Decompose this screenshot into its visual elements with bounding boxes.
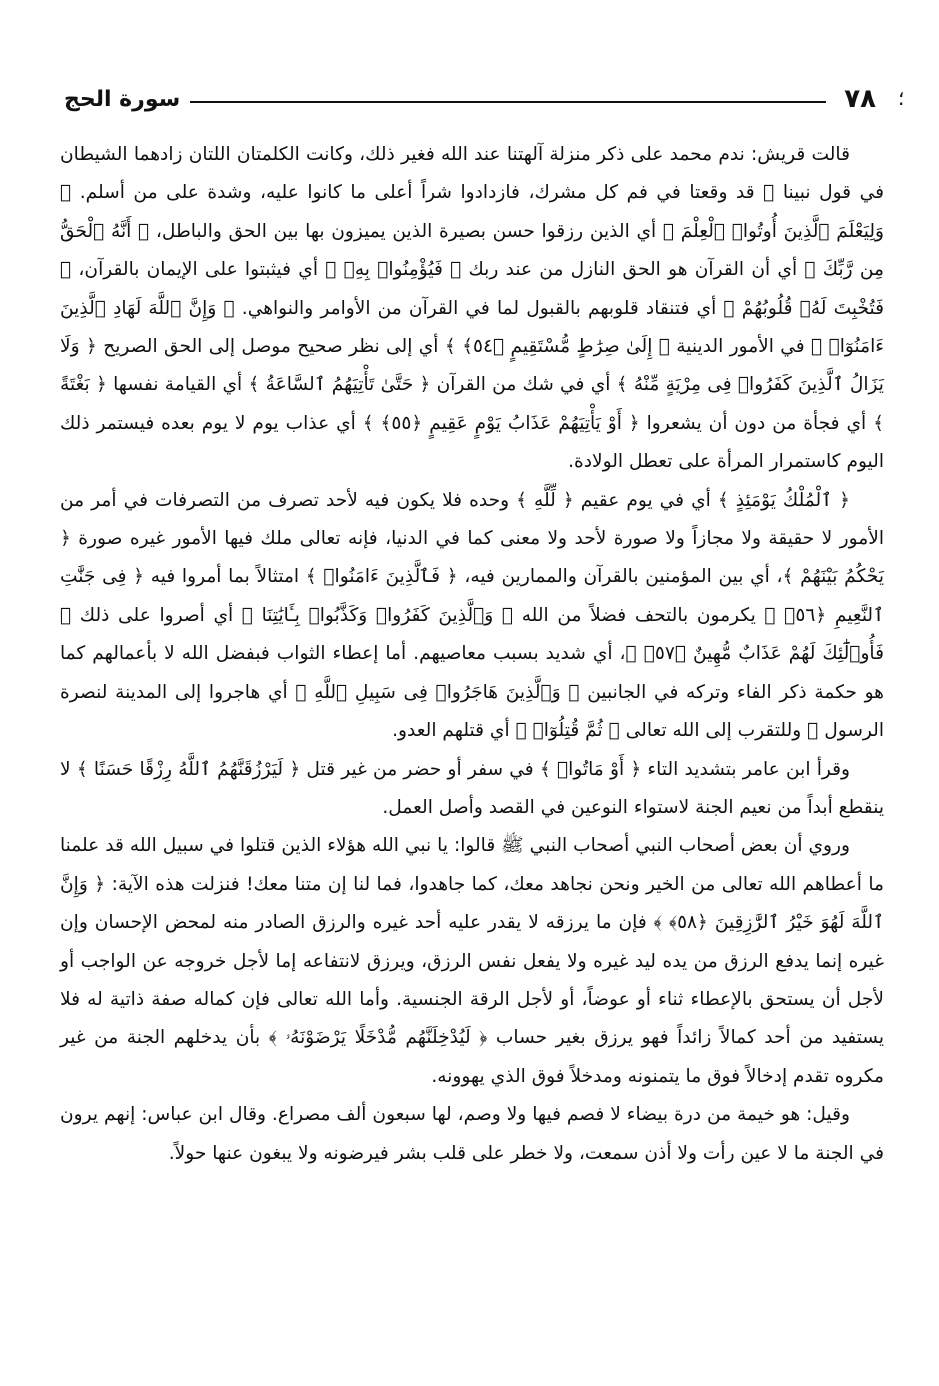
surah-title: سورة الحج — [64, 86, 181, 112]
page-header — [64, 84, 876, 114]
paragraph: وقرأ ابن عامر بتشديد التاء ﴿ أَوْ مَاتُوا۟ ﴾ في سفر أو حضر من غير قتل ﴿ لَيَرْزُقَنَّهُمُ ٱللَّهُ رِزْقًا حَسَنًا ﴾ لا ينقطع أبداً من نعيم الجنة لاستواء النوعين في القصد وأصل العمل. — [60, 758, 884, 818]
page-number: ٧٨ — [844, 84, 876, 114]
header-rule — [190, 101, 826, 103]
paragraph: قالت قريش: ندم محمد على ذكر منزلة آلهتنا عند الله فغير ذلك، وكانت الكلمتان اللتان زادهما الشيطان في قول نبينا ﷺ قد وقعتا في فم كل مشرك، فازدادوا شراً أعلى ما كانوا عليه، وشدة على من أسلم. ﴿ وَلِيَعْلَمَ ٱلَّذِينَ أُوتُوا۟ ٱلْعِلْمَ ﴾ أي الذين رزقوا حسن بصيرة الذين يميزون بها بين الحق والباطل، ﴿ أَنَّهُ ٱلْحَقُّ مِن رَّبِّكَ ﴾ أي أن القرآن هو الحق النازل من عند ربك ﴿ فَيُؤْمِنُوا۟ بِهِۦ ﴾ أي فيثبتوا على الإيمان بالقرآن، ﴿ فَتُخْبِتَ لَهُۥ قُلُوبُهُمْ ﴾ أي فتنقاد قلوبهم بالقبول لما في القرآن من الأوامر والنواهي. ﴿ وَإِنَّ ٱللَّهَ لَهَادِ ٱلَّذِينَ ءَامَنُوٓا۟ ﴾ في الأمور الدينية ﴿ إِلَىٰ صِرَٰطٍ مُّسْتَقِيمٍ ﴿٥٤﴾ ﴾ أي إلى نظر صحيح موصل إلى الحق الصريح ﴿ وَلَا يَزَالُ ٱلَّذِينَ كَفَرُوا۟ فِى مِرْيَةٍ مِّنْهُ ﴾ أي في شك من القرآن ﴿ حَتَّىٰ تَأْتِيَهُمُ ٱلسَّاعَةُ ﴾ أي القيامة نفسها ﴿ بَغْتَةً ﴾ أي فجأة من دون أن يشعروا ﴿ أَوْ يَأْتِيَهُمْ عَذَابُ يَوْمٍ عَقِيمٍ ﴿٥٥﴾ ﴾ أي عذاب يوم لا يوم بعده فيستمر ذلك اليوم كاستمرار المرأة على تعطل الولادة. — [60, 144, 884, 473]
paragraph: ﴿ ٱلْمُلْكُ يَوْمَئِذٍ ﴾ أي في يوم عقيم ﴿ لِّلَّهِ ﴾ وحده فلا يكون فيه لأحد تصرف من التصرفات في أمر من الأمور لا حقيقة ولا مجازاً ولا صورة لأحد ولا معنى كما في الدنيا، فإنه تعالى ملك فيها الأمور غيره صورة ﴿ يَحْكُمُ بَيْنَهُمْ ﴾، أي بين المؤمنين بالقرآن والممارين فيه، ﴿ فَٱلَّذِينَ ءَامَنُوا۟ ﴾ امتثالاً بما أمروا فيه ﴿ فِى جَنَّٰتِ ٱلنَّعِيمِ ﴿٥٦﴾ ﴾ يكرمون بالتحف فضلاً من الله ﴿ وَٱلَّذِينَ كَفَرُوا۟ وَكَذَّبُوا۟ بِـَٔايَٰتِنَا ﴾ أي أصروا على ذلك ﴿ فَأُو۟لَٰٓئِكَ لَهُمْ عَذَابٌ مُّهِينٌ ﴿٥٧﴾ ﴾، أي شديد بسبب معاصيهم. أما إعطاء الثواب فبفضل الله لا بأعمالهم كما هو حكمة ذكر الفاء وتركه في الجانبين ﴿ وَٱلَّذِينَ هَاجَرُوا۟ فِى سَبِيلِ ٱللَّهِ ﴾ أي هاجروا إلى المدينة لنصرة الرسول ﷺ وللتقرب إلى الله تعالى ﴿ ثُمَّ قُتِلُوٓا۟ ﴾ أي قتلهم العدو. — [60, 489, 884, 742]
page-body — [60, 136, 884, 1173]
margin-mark: ؛ — [898, 86, 905, 110]
paragraph: وروي أن بعض أصحاب النبي أصحاب النبي ﷺ قالوا: يا نبي الله هؤلاء الذين قتلوا في سبيل الله قد علمنا ما أعطاهم الله تعالى من الخير ونحن نجاهد معك، كما جاهدوا، فما لنا إن متنا معك! فنزلت هذه الآية: ﴿ وَإِنَّ ٱللَّهَ لَهُوَ خَيْرُ ٱلرَّٰزِقِينَ ﴿٥٨﴾ ﴾ فإن ما يرزقه لا يقدر عليه أحد غيره والرزق الصادر منه لمحض الإحسان وإن غيره إنما يدفع الرزق من يده ليد غيره ولا يفعل نفس الرزق، ويرزق لانتفاعه إما لأجل خروجه عن الواجب أو لأجل أن يستحق بالإعطاء ثناء أو عوضاً، أو لأجل الرقة الجنسية. وأما الله تعالى فإن كماله صفة ذاتية له فلا يستفيد من أحد كمالاً زائداً فهو يرزق بغير حساب ﴿ لَيُدْخِلَنَّهُم مُّدْخَلًا يَرْضَوْنَهُۥ ﴾ بأن يدخلهم الجنة من غير مكروه تقدم إدخالاً فوق ما يتمنونه ومدخلاً فوق الذي يهوونه. — [60, 835, 884, 1087]
paragraph: وقيل: هو خيمة من درة بيضاء لا فصم فيها ولا وصم، لها سبعون ألف مصراع. وقال ابن عباس: إنهم يرون في الجنة ما لا عين رأت ولا أذن سمعت، ولا خطر على قلب بشر فيرضونه ولا يبغون عنها حولاً. — [60, 1104, 884, 1164]
